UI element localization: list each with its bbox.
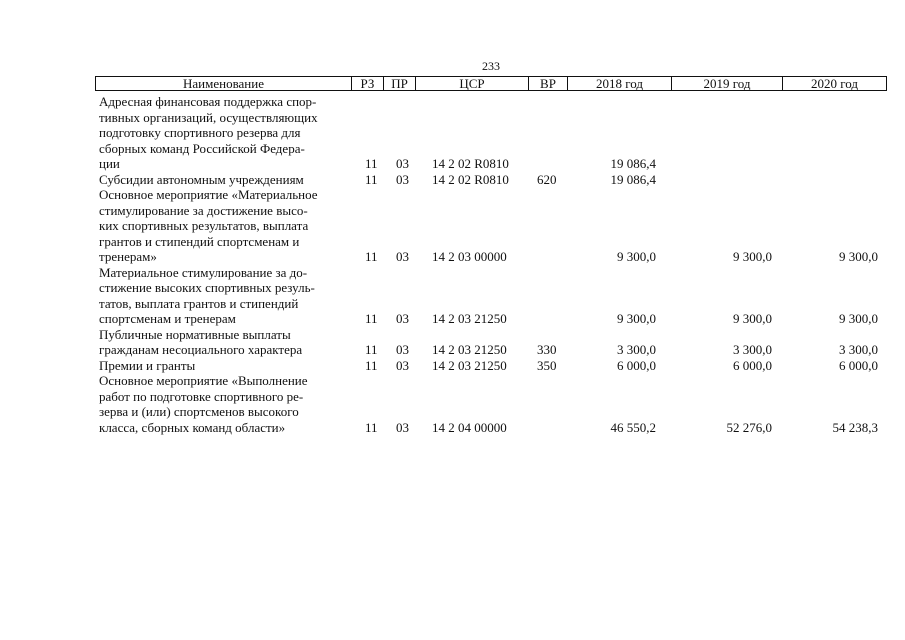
header-csr: ЦСР [415,77,528,90]
row-name-line: ких спортивных результатов, выплата [99,218,309,233]
cell-csr: 14 2 02 R0810 [432,171,509,187]
cell-rz: 11 [365,419,378,435]
cell-y2019: 6 000,0 [733,357,772,373]
cell-csr: 14 2 04 00000 [432,419,507,435]
cell-rz: 11 [365,342,378,357]
cell-y2018: 19 086,4 [610,156,656,171]
row-name-line: спортсменам и тренерам [99,311,236,326]
row-name-line: стимулирование за достижение высо- [99,202,308,218]
cell-y2019: 52 276,0 [726,419,772,435]
row-name-line: работ по подготовке спортивного ре- [99,388,304,404]
cell-y2018: 6 000,0 [617,357,656,373]
cell-pr: 03 [396,311,409,326]
row-name-line: класса, сборных команд области» [99,419,286,435]
cell-y2020: 3 300,0 [839,342,878,357]
cell-pr: 03 [396,156,409,171]
cell-y2019: 9 300,0 [733,249,772,264]
cell-rz: 11 [365,357,378,373]
row-name-line: подготовку спортивного резерва для [99,125,301,140]
cell-y2018: 46 550,2 [610,419,656,435]
cell-y2019: 3 300,0 [733,342,772,357]
row-name-line: Субсидии автономным учреждениям [99,171,304,187]
cell-pr: 03 [396,342,409,357]
cell-rz: 11 [365,311,378,326]
row-name-line: сборных команд Российской Федера- [99,140,305,156]
cell-rz: 11 [365,171,378,187]
cell-rz: 11 [365,156,378,171]
row-name-line: татов, выплата грантов и стипендий [99,295,299,311]
row-name-line: стижение высоких спортивных резуль- [99,280,315,295]
row-name [99,94,349,172]
row-name-line: Основное мероприятие «Материальное [99,187,318,202]
cell-csr: 14 2 03 21250 [432,342,507,357]
row-name [99,358,349,374]
row-name-line: Премии и гранты [99,357,196,373]
row-name-line: тренерам» [99,249,157,264]
row-name-line: Адресная финансовая поддержка спор- [99,94,317,109]
cell-y2020: 54 238,3 [832,419,878,435]
cell-pr: 03 [396,249,409,264]
cell-vr: 620 [537,171,557,187]
row-name-line: грантов и стипендий спортсменам и [99,233,300,249]
header-vr: ВР [528,77,567,90]
cell-pr: 03 [396,171,409,187]
row-name-line: Публичные нормативные выплаты [99,326,291,342]
header-name: Наименование [183,76,264,91]
row-name [99,327,349,358]
row-name [99,187,349,265]
row-name-line: ции [99,156,120,171]
row-name [99,265,349,327]
cell-y2018: 3 300,0 [617,342,656,357]
row-name-line: Основное мероприятие «Выполнение [99,373,308,388]
header-2018: 2018 год [567,77,671,90]
cell-y2018: 19 086,4 [610,171,656,187]
header-2020: 2020 год [782,77,886,90]
header-2019: 2019 год [671,77,782,90]
cell-pr: 03 [396,357,409,373]
cell-y2020: 9 300,0 [839,249,878,264]
cell-y2020: 9 300,0 [839,311,878,326]
row-name [99,172,349,188]
cell-y2020: 6 000,0 [839,357,878,373]
cell-csr: 14 2 03 21250 [432,311,507,326]
cell-vr: 350 [537,357,557,373]
row-name-line: гражданам несоциального характера [99,342,303,357]
table-header [95,76,887,91]
row-name [99,373,349,435]
cell-y2019: 9 300,0 [733,311,772,326]
cell-csr: 14 2 02 R0810 [432,156,509,171]
row-name-line: Материальное стимулирование за до- [99,264,308,280]
row-name-line: зерва и (или) спортсменов высокого [99,404,299,419]
cell-y2018: 9 300,0 [617,311,656,326]
header-pr: ПР [383,77,415,90]
header-rz: РЗ [351,77,383,90]
row-name-line: тивных организаций, осуществляющих [99,109,318,125]
cell-csr: 14 2 03 00000 [432,249,507,264]
cell-y2018: 9 300,0 [617,249,656,264]
cell-vr: 330 [537,342,557,357]
cell-pr: 03 [396,419,409,435]
cell-csr: 14 2 03 21250 [432,357,507,373]
page-number: 233 [482,59,500,73]
cell-rz: 11 [365,249,378,264]
